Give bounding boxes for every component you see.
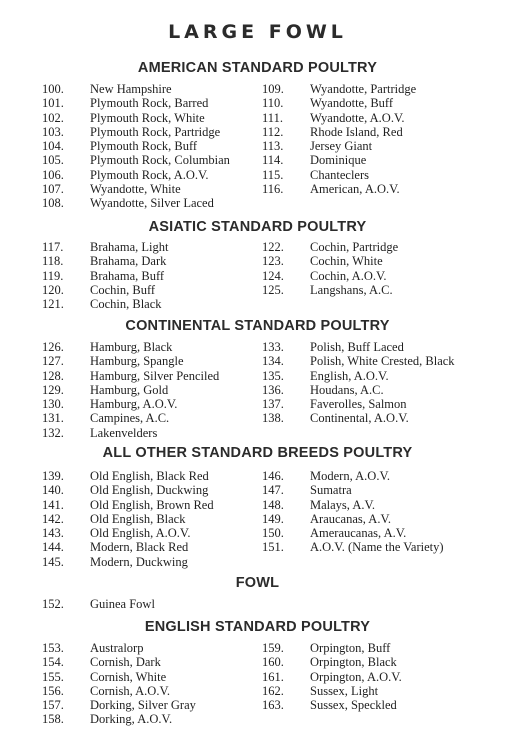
- continental-right-column: [262, 340, 507, 426]
- entry-number: 146.: [262, 469, 284, 483]
- list-item: [42, 526, 262, 540]
- entry-number: 102.: [42, 110, 64, 125]
- entry-number: 105.: [42, 153, 64, 168]
- entry-number: 117.: [42, 240, 64, 254]
- list-item: [42, 512, 262, 526]
- entry-number: 131.: [42, 411, 64, 426]
- entry-name: Polish, White Crested, Black: [310, 354, 455, 369]
- entry-number: 160.: [262, 655, 284, 670]
- entry-name: Australorp: [90, 641, 144, 655]
- entry-name: Old English, Black: [90, 511, 186, 526]
- entry-number: 135.: [262, 368, 284, 383]
- list-item: [262, 498, 507, 512]
- entry-name: Plymouth Rock, White: [90, 110, 205, 125]
- list-item: [42, 698, 262, 712]
- section-heading-continental: CONTINENTAL STANDARD POULTRY: [125, 318, 390, 334]
- list-item: [262, 483, 507, 497]
- list-item: [42, 283, 262, 297]
- list-item: [262, 96, 507, 110]
- entry-name: Faverolles, Salmon: [310, 397, 407, 412]
- entry-number: 138.: [262, 411, 284, 426]
- entry-number: 145.: [42, 554, 64, 569]
- list-item: [262, 383, 507, 397]
- entry-name: Cornish, White: [90, 669, 167, 684]
- list-item: [42, 168, 262, 182]
- entry-number: 140.: [42, 483, 64, 498]
- list-item: [42, 196, 262, 210]
- entry-name: Cornish, A.O.V.: [90, 683, 170, 698]
- entry-name: Guinea Fowl: [90, 597, 155, 611]
- entry-number: 163.: [262, 698, 284, 713]
- list-item: [42, 369, 262, 383]
- section-heading-english: ENGLISH STANDARD POULTRY: [144, 619, 371, 635]
- list-item: [262, 139, 507, 153]
- entry-number: 148.: [262, 497, 284, 512]
- entry-name: Old English, Duckwing: [90, 483, 209, 498]
- entry-number: 127.: [42, 354, 64, 369]
- list-item: [42, 182, 262, 196]
- entry-number: 122.: [262, 240, 284, 254]
- entry-name: Dorking, Silver Gray: [90, 698, 196, 713]
- entry-number: 113.: [262, 139, 284, 154]
- fowl-left-column: [42, 597, 262, 611]
- entry-number: 149.: [262, 511, 284, 526]
- list-item: [42, 670, 262, 684]
- entry-number: 125.: [262, 282, 284, 297]
- entry-number: 115.: [262, 167, 284, 182]
- entry-number: 153.: [42, 641, 64, 655]
- entry-name: Sussex, Light: [310, 683, 379, 698]
- entry-number: 129.: [42, 382, 64, 397]
- entry-number: 100.: [42, 82, 64, 96]
- section-heading-asiatic: ASIATIC STANDARD POULTRY: [148, 219, 367, 235]
- list-item: [42, 641, 262, 655]
- entry-number: 158.: [42, 712, 64, 727]
- list-item: [42, 397, 262, 411]
- entry-name: Plymouth Rock, Partridge: [90, 124, 221, 139]
- entry-name: Orpington, A.O.V.: [310, 669, 402, 684]
- entry-name: Lakenvelders: [90, 425, 158, 440]
- american-right-column: [262, 82, 507, 196]
- entry-number: 159.: [262, 641, 284, 655]
- entry-number: 137.: [262, 397, 284, 412]
- entry-number: 118.: [42, 254, 64, 269]
- entry-name: Modern, Black Red: [90, 540, 189, 555]
- entry-number: 110.: [262, 96, 284, 111]
- entry-number: 150.: [262, 526, 284, 541]
- list-item: [42, 597, 262, 611]
- list-item: [262, 397, 507, 411]
- entry-number: 111.: [262, 110, 283, 125]
- entry-number: 107.: [42, 182, 64, 197]
- list-item: [42, 411, 262, 425]
- entry-number: 126.: [42, 340, 64, 354]
- entry-number: 124.: [262, 268, 284, 283]
- list-item: [262, 469, 507, 483]
- page-title: LARGE FOWL: [168, 21, 347, 43]
- list-item: [262, 254, 507, 268]
- entry-name: Sussex, Speckled: [310, 698, 397, 713]
- entry-number: 147.: [262, 483, 284, 498]
- entry-number: 104.: [42, 139, 64, 154]
- entry-number: 155.: [42, 669, 64, 684]
- entry-number: 134.: [262, 354, 284, 369]
- entry-name: Old English, A.O.V.: [90, 526, 191, 541]
- list-item: [262, 512, 507, 526]
- entry-name: Modern, Duckwing: [90, 554, 188, 569]
- list-item: [262, 526, 507, 540]
- list-item: [262, 168, 507, 182]
- list-item: [262, 182, 507, 196]
- list-item: [42, 240, 262, 254]
- list-item: [42, 139, 262, 153]
- entry-name: Jersey Giant: [310, 139, 373, 154]
- entry-number: 157.: [42, 698, 64, 713]
- entry-number: 109.: [262, 82, 284, 96]
- list-item: [42, 82, 262, 96]
- entry-number: 162.: [262, 683, 284, 698]
- entry-name: Orpington, Buff: [310, 641, 391, 655]
- list-item: [42, 540, 262, 554]
- entry-name: Sumatra: [310, 483, 352, 498]
- american-left-column: [42, 82, 262, 211]
- entry-number: 136.: [262, 382, 284, 397]
- entry-name: Wyandotte, A.O.V.: [310, 110, 405, 125]
- entry-number: 132.: [42, 425, 64, 440]
- entry-number: 128.: [42, 368, 64, 383]
- list-item: [42, 469, 262, 483]
- list-item: [262, 283, 507, 297]
- entry-number: 156.: [42, 683, 64, 698]
- list-item: [262, 125, 507, 139]
- entry-name: Houdans, A.C.: [310, 382, 384, 397]
- entry-name: Ameraucanas, A.V.: [310, 526, 407, 541]
- list-item: [42, 712, 262, 726]
- entry-number: 151.: [262, 540, 284, 555]
- list-item: [42, 340, 262, 354]
- list-item: [42, 483, 262, 497]
- entry-name: American, A.O.V.: [310, 182, 400, 197]
- entry-number: 119.: [42, 268, 64, 283]
- entry-name: Brahama, Buff: [90, 268, 165, 283]
- list-item: [262, 698, 507, 712]
- entry-number: 103.: [42, 124, 64, 139]
- english-left-column: [42, 641, 262, 727]
- entry-name: Plymouth Rock, A.O.V.: [90, 167, 209, 182]
- entry-name: Orpington, Black: [310, 655, 397, 670]
- entry-number: 141.: [42, 497, 64, 512]
- list-item: [42, 125, 262, 139]
- entry-name: Modern, A.O.V.: [310, 469, 390, 483]
- list-item: [262, 111, 507, 125]
- entry-name: Cochin, A.O.V.: [310, 268, 387, 283]
- list-item: [262, 354, 507, 368]
- entry-number: 116.: [262, 182, 284, 197]
- entry-number: 101.: [42, 96, 64, 111]
- entry-number: 144.: [42, 540, 64, 555]
- list-item: [42, 96, 262, 110]
- entry-number: 120.: [42, 282, 64, 297]
- entry-name: Hamburg, Spangle: [90, 354, 184, 369]
- entry-name: Cochin, Partridge: [310, 240, 399, 254]
- entry-name: Cornish, Dark: [90, 655, 161, 670]
- asiatic-left-column: [42, 240, 262, 311]
- list-item: [262, 240, 507, 254]
- list-item: [42, 655, 262, 669]
- list-item: [262, 540, 507, 554]
- list-item: [262, 684, 507, 698]
- list-item: [262, 82, 507, 96]
- entry-number: 123.: [262, 254, 284, 269]
- entry-name: Continental, A.O.V.: [310, 411, 409, 426]
- entry-name: Wyandotte, Buff: [310, 96, 394, 111]
- english-right-column: [262, 641, 507, 712]
- entry-name: Brahama, Dark: [90, 254, 167, 269]
- entry-name: Old English, Black Red: [90, 469, 209, 483]
- all-other-right-column: [262, 469, 507, 555]
- entry-number: 161.: [262, 669, 284, 684]
- all-other-left-column: [42, 469, 262, 569]
- list-item: [42, 684, 262, 698]
- list-item: [42, 354, 262, 368]
- entry-name: A.O.V. (Name the Variety): [310, 540, 444, 555]
- list-item: [262, 369, 507, 383]
- list-item: [262, 153, 507, 167]
- entry-name: Plymouth Rock, Columbian: [90, 153, 230, 168]
- entry-name: Hamburg, A.O.V.: [90, 397, 178, 412]
- entry-number: 106.: [42, 167, 64, 182]
- entry-number: 152.: [42, 597, 64, 611]
- list-item: [42, 555, 262, 569]
- list-item: [42, 426, 262, 440]
- entry-name: New Hampshire: [90, 82, 172, 96]
- entry-name: Dominique: [310, 153, 367, 168]
- entry-name: Hamburg, Black: [90, 340, 173, 354]
- entry-number: 154.: [42, 655, 64, 670]
- entry-name: Old English, Brown Red: [90, 497, 214, 512]
- entry-name: Araucanas, A.V.: [310, 511, 391, 526]
- entry-name: Campines, A.C.: [90, 411, 170, 426]
- entry-name: Cochin, Black: [90, 297, 162, 312]
- asiatic-right-column: [262, 240, 507, 297]
- entry-number: 142.: [42, 511, 64, 526]
- continental-left-column: [42, 340, 262, 440]
- entry-name: English, A.O.V.: [310, 368, 389, 383]
- list-item: [262, 411, 507, 425]
- entry-name: Wyandotte, Silver Laced: [90, 196, 214, 211]
- entry-name: Wyandotte, White: [90, 182, 181, 197]
- list-item: [42, 383, 262, 397]
- entry-name: Plymouth Rock, Buff: [90, 139, 198, 154]
- list-item: [262, 269, 507, 283]
- entry-number: 139.: [42, 469, 64, 483]
- list-item: [42, 111, 262, 125]
- entry-name: Plymouth Rock, Barred: [90, 96, 209, 111]
- list-item: [262, 670, 507, 684]
- list-item: [262, 655, 507, 669]
- entry-name: Chanteclers: [310, 167, 370, 182]
- section-heading-american: AMERICAN STANDARD POULTRY: [137, 60, 378, 76]
- list-item: [42, 269, 262, 283]
- entry-number: 130.: [42, 397, 64, 412]
- entry-number: 112.: [262, 124, 284, 139]
- entry-number: 108.: [42, 196, 64, 211]
- entry-name: Cochin, White: [310, 254, 383, 269]
- entry-number: 121.: [42, 297, 64, 312]
- entry-name: Cochin, Buff: [90, 282, 156, 297]
- list-item: [262, 641, 507, 655]
- section-heading-fowl: FOWL: [235, 575, 280, 591]
- section-heading-all-other: ALL OTHER STANDARD BREEDS POULTRY: [102, 445, 413, 461]
- entry-name: Brahama, Light: [90, 240, 169, 254]
- list-item: [42, 254, 262, 268]
- entry-name: Hamburg, Silver Penciled: [90, 368, 220, 383]
- list-item: [42, 297, 262, 311]
- entry-name: Hamburg, Gold: [90, 382, 169, 397]
- list-item: [262, 340, 507, 354]
- entry-name: Polish, Buff Laced: [310, 340, 404, 354]
- entry-name: Malays, A.V.: [310, 497, 376, 512]
- entry-name: Dorking, A.O.V.: [90, 712, 173, 727]
- list-item: [42, 498, 262, 512]
- entry-name: Langshans, A.C.: [310, 282, 393, 297]
- entry-number: 143.: [42, 526, 64, 541]
- list-item: [42, 153, 262, 167]
- entry-number: 133.: [262, 340, 284, 354]
- entry-name: Rhode Island, Red: [310, 124, 403, 139]
- entry-number: 114.: [262, 153, 284, 168]
- entry-name: Wyandotte, Partridge: [310, 82, 417, 96]
